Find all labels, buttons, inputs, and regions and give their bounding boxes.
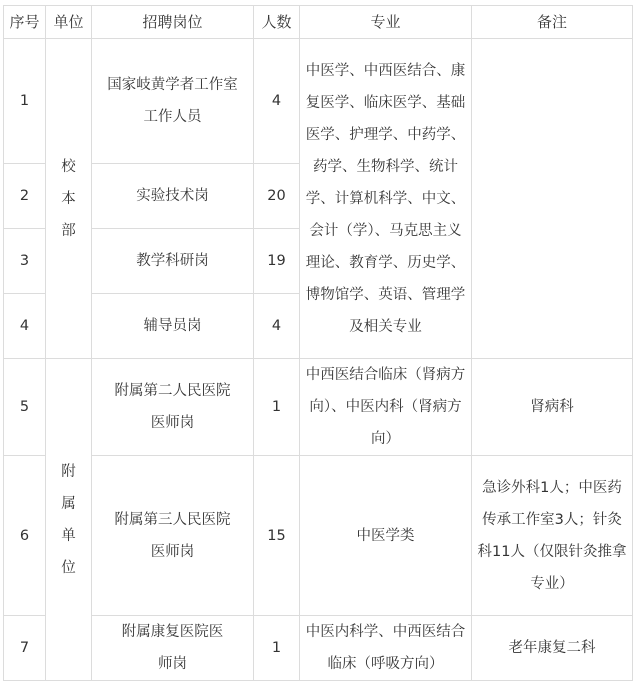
header-remark: 备注 xyxy=(472,6,633,39)
major-text: 中医内科学、中西医结合临床（呼吸方向） xyxy=(305,624,466,672)
count-cell: 20 xyxy=(254,164,300,229)
position-cell: 教学科研岗 xyxy=(92,229,254,294)
remark-cell xyxy=(472,456,633,616)
position-cell: 辅导员岗 xyxy=(92,294,254,359)
unit-cell-affiliated xyxy=(46,359,92,681)
header-major: 专业 xyxy=(300,6,472,39)
table-row xyxy=(4,39,633,164)
unit-main-label: 校本部 xyxy=(61,158,76,239)
position-cell xyxy=(92,616,254,681)
table-row xyxy=(4,456,633,616)
seq-cell: 6 xyxy=(4,456,46,616)
remark-cell: 老年康复二科 xyxy=(472,616,633,681)
seq-cell: 4 xyxy=(4,294,46,359)
count-cell: 19 xyxy=(254,229,300,294)
count-cell: 1 xyxy=(254,616,300,681)
remark-cell: 肾病科 xyxy=(472,359,633,456)
unit-affiliated-label: 附属单位 xyxy=(61,463,76,576)
position-cell xyxy=(92,456,254,616)
count-cell: 15 xyxy=(254,456,300,616)
count-cell: 4 xyxy=(254,39,300,164)
table-row xyxy=(4,616,633,681)
position-label: 附属第三人民医院医师岗 xyxy=(114,511,231,560)
major-cell xyxy=(300,359,472,456)
header-seq: 序号 xyxy=(4,6,46,39)
position-cell: 实验技术岗 xyxy=(92,164,254,229)
header-unit: 单位 xyxy=(46,6,92,39)
position-cell xyxy=(92,359,254,456)
recruitment-table xyxy=(3,5,633,681)
remark-text: 急诊外科1人；中医药传承工作室3人；针灸科11人（仅限针灸推拿专业） xyxy=(477,479,627,592)
seq-cell: 2 xyxy=(4,164,46,229)
count-cell: 1 xyxy=(254,359,300,456)
major-cell: 中医学类 xyxy=(300,456,472,616)
header-position: 招聘岗位 xyxy=(92,6,254,39)
major-cell xyxy=(300,616,472,681)
position-label: 附属第二人民医院医师岗 xyxy=(114,383,231,431)
position-label: 国家岐黄学者工作室工作人员 xyxy=(107,77,238,125)
major-cell-shared xyxy=(300,39,472,359)
seq-cell: 5 xyxy=(4,359,46,456)
major-text: 中西医结合临床（肾病方向）、中医内科（肾病方向） xyxy=(305,367,466,447)
seq-cell: 1 xyxy=(4,39,46,164)
table-header-row xyxy=(4,6,633,39)
seq-cell: 3 xyxy=(4,229,46,294)
header-count: 人数 xyxy=(254,6,300,39)
position-cell xyxy=(92,39,254,164)
unit-cell-main xyxy=(46,39,92,359)
shared-major-text: 中医学、中西医结合、康复医学、临床医学、基础医学、护理学、中药学、药学、生物科学、统计学、计算机科学、中文、会计（学）、马克思主义理论、教育学、历史学、博物馆学、英语、管理学及相关专业 xyxy=(305,62,466,335)
seq-cell: 7 xyxy=(4,616,46,681)
position-label: 附属康复医院医师岗 xyxy=(121,624,224,672)
count-cell: 4 xyxy=(254,294,300,359)
remark-cell-empty xyxy=(472,39,633,359)
table-row xyxy=(4,359,633,456)
